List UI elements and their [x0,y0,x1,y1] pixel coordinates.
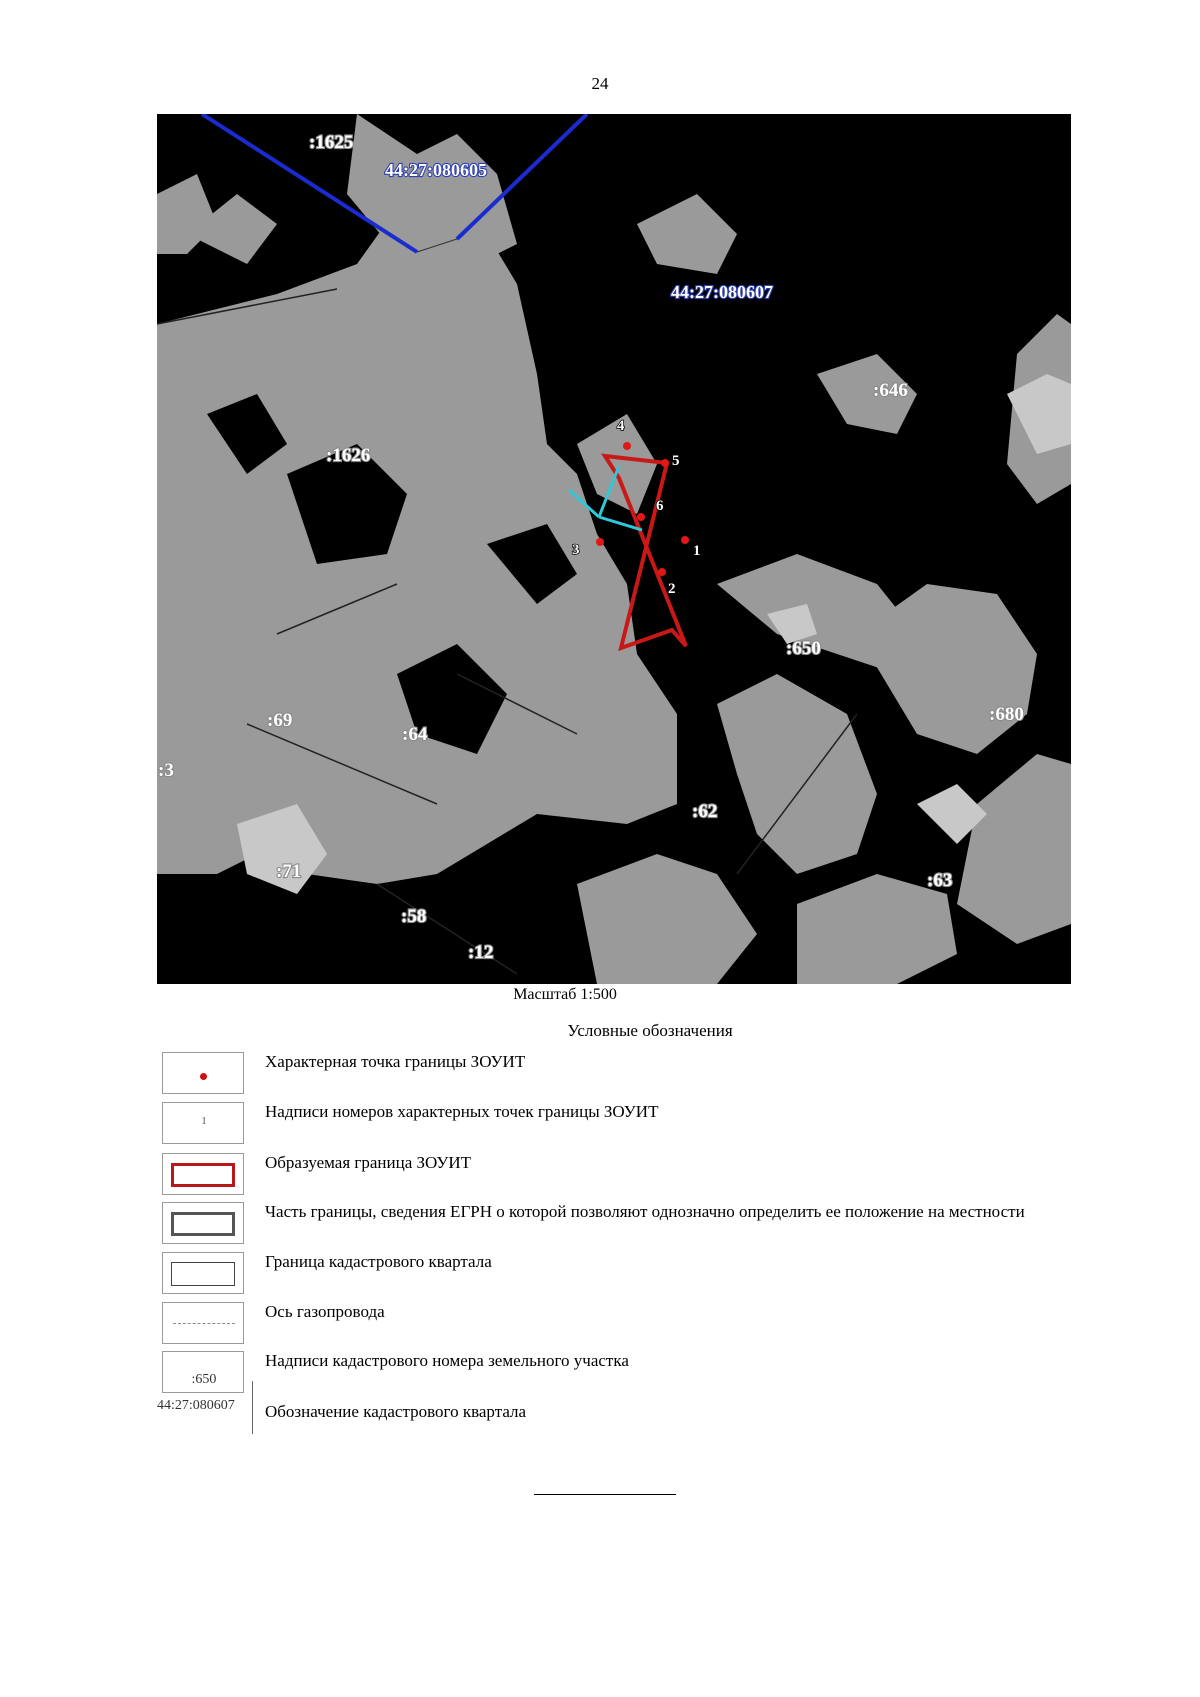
red-rectangle-icon [171,1163,235,1187]
map-scale: Масштаб 1:500 [513,986,617,1003]
zone-point-5 [661,459,669,467]
zone-point-3 [596,538,604,546]
parcel-label: :63 [927,870,953,891]
parcel-label: :3 [158,760,174,781]
point-number-sample: 1 [201,1115,207,1127]
legend-item-text: Характерная точка границы ЗОУИТ [265,1052,526,1071]
page-number: 24 [591,74,609,93]
legend-item-text: Граница кадастрового квартала [265,1252,492,1271]
legend-symbol-box [162,1351,244,1393]
legend-item-text: Ось газопровода [265,1302,385,1321]
point-label: 5 [672,453,680,469]
legend-symbol-box [162,1102,244,1144]
parcel-label: :64 [402,724,428,745]
red-dot-icon [200,1073,207,1080]
legend-symbol-box [162,1052,244,1094]
zone-point-4 [623,442,631,450]
parcel-label: :1625 [309,132,354,153]
parcel-label: :69 [267,710,293,731]
parcel-label: :58 [401,906,427,927]
parcel-label: :1626 [326,445,371,466]
legend-item-text: Образуемая граница ЗОУИТ [265,1153,472,1172]
legend-item-text: Часть границы, сведения ЕГРН о которой позволяют однозначно определить ее положение на местности [265,1202,1025,1221]
legend-item-text: Надписи номеров характерных точек границы ЗОУИТ [265,1102,659,1121]
quarter-number-sample: 44:27:080607 [157,1398,235,1413]
cadastral-map[interactable] [157,114,1071,984]
quarter-label: 44:27:080605 [385,160,487,180]
legend-symbol-box [162,1202,244,1244]
parcel-label: :71 [276,861,302,882]
parcel-label: :680 [989,704,1024,725]
zone-point-6 [637,513,645,521]
parcel-label: :650 [786,638,821,659]
legend-item-text: Обозначение кадастрового квартала [265,1402,527,1421]
legend-item-text: Надписи кадастрового номера земельного участка [265,1351,629,1370]
parcel-label: :62 [692,801,718,822]
point-label: 2 [668,581,676,597]
parcel-label: :646 [873,380,908,401]
quarter-label: 44:27:080607 [671,282,773,302]
zone-point-2 [658,568,666,576]
thin-rectangle-icon [171,1262,235,1286]
cadastral-number-sample: :650 [191,1372,217,1387]
gray-rectangle-icon [171,1212,235,1236]
map-canvas [157,114,1071,984]
footnote-separator [534,1494,676,1495]
point-label: 4 [617,418,625,434]
point-label: 6 [656,498,664,514]
legend-symbol-box [162,1302,244,1344]
point-label: 3 [572,542,580,558]
legend-symbol-box [162,1153,244,1195]
point-label: 1 [693,543,701,559]
legend-title: Условные обозначения [567,1021,733,1040]
zone-point-1 [681,536,689,544]
legend-symbol-box [162,1252,244,1294]
quarter-number-divider [252,1381,253,1434]
dashed-line-icon [173,1323,235,1324]
parcel-label: :12 [468,942,494,963]
